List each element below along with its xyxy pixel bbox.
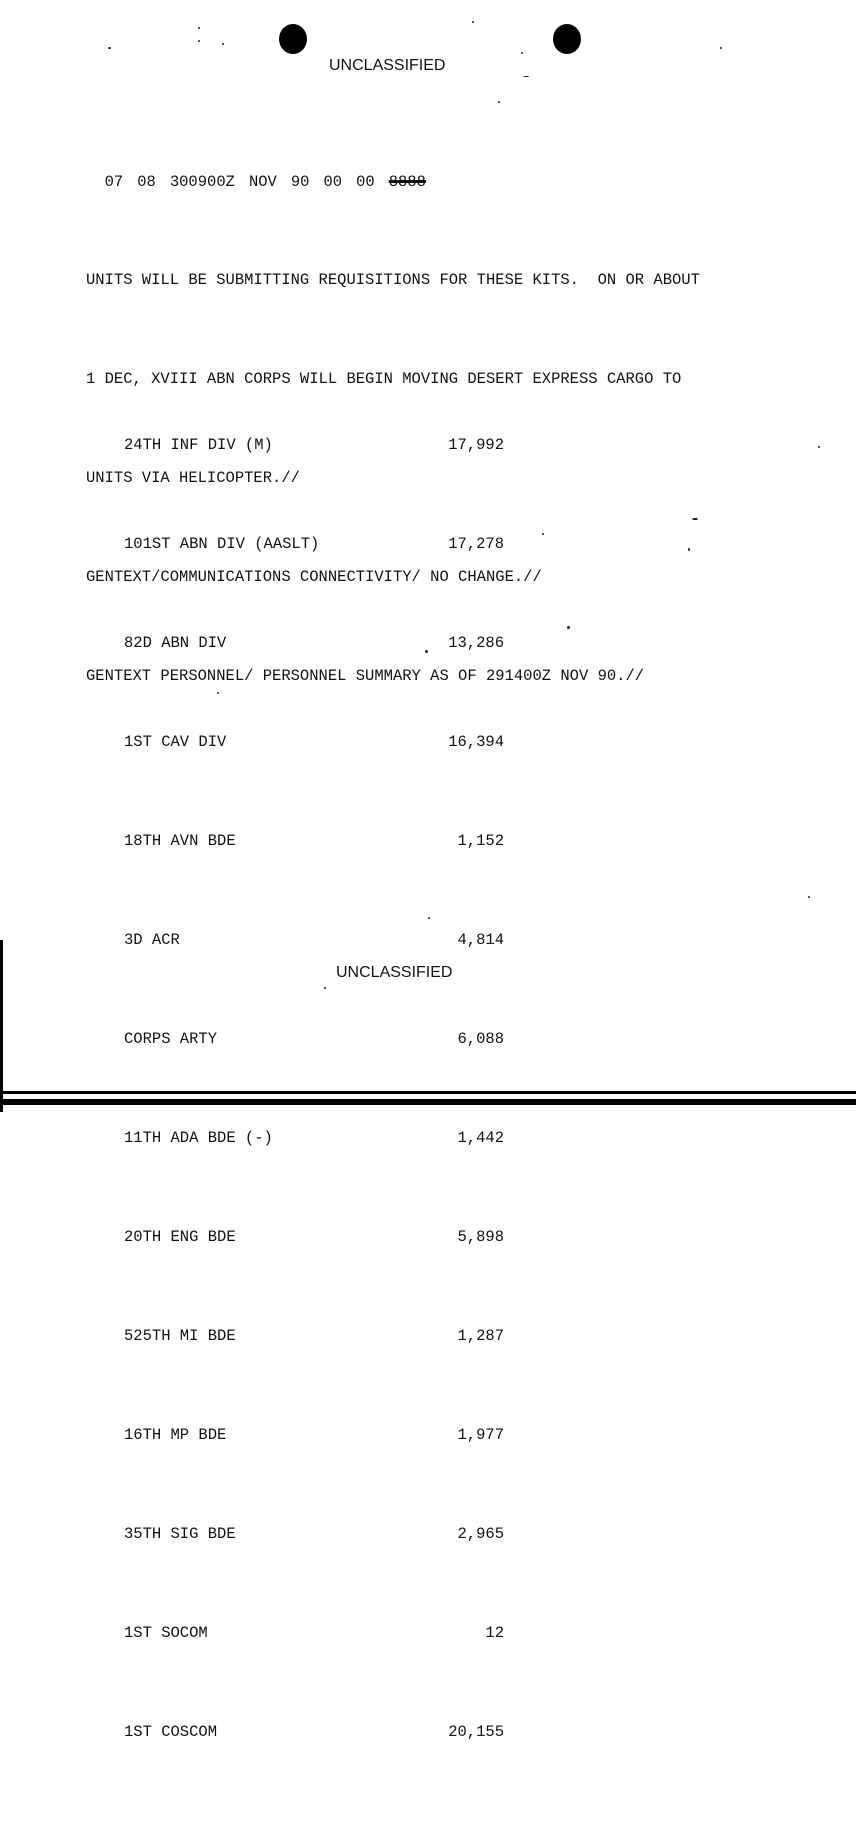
table-row <box>124 1617 514 1650</box>
scan-speck <box>198 40 200 42</box>
scan-speck <box>108 47 111 49</box>
table-row <box>124 1122 514 1155</box>
classification-bottom: UNCLASSIFIED <box>336 964 453 981</box>
body-line: GENTEXT/COMMUNICATIONS CONNECTIVITY/ NO CHANGE.// <box>86 568 542 586</box>
table-row <box>124 726 514 759</box>
scan-speck <box>818 446 820 448</box>
unit-name: 35TH SIG BDE <box>124 1525 236 1543</box>
body-line: UNITS VIA HELICOPTER.// <box>86 469 300 487</box>
unit-count: 6,088 <box>457 1030 504 1048</box>
unit-count: 17,278 <box>448 535 504 553</box>
table-row <box>124 1221 514 1254</box>
unit-name: CORPS ARTY <box>124 1030 218 1048</box>
unit-count: 1,442 <box>457 1129 504 1147</box>
table-row <box>124 429 514 462</box>
scan-speck <box>720 47 722 49</box>
unit-name: 11TH ADA BDE (-) <box>124 1129 273 1147</box>
scan-speck <box>521 52 523 54</box>
scan-speck <box>198 27 200 29</box>
table-row <box>124 1320 514 1353</box>
message-header-line <box>86 133 440 199</box>
table-row <box>124 528 514 561</box>
table-row <box>124 924 514 957</box>
unit-count: 13,286 <box>448 634 504 652</box>
header-field: 07 <box>104 173 124 191</box>
header-field: NOV <box>248 173 277 191</box>
unit-name: 16TH MP BDE <box>124 1426 227 1444</box>
unit-name: 1ST COSCOM <box>124 1723 218 1741</box>
personnel-summary-table <box>124 363 514 1782</box>
scan-speck <box>472 21 474 23</box>
table-row <box>124 1518 514 1551</box>
unit-name: 82D ABN DIV <box>124 634 227 652</box>
unit-name: 3D ACR <box>124 931 180 949</box>
scan-speck <box>222 43 224 45</box>
unit-count: 1,152 <box>457 832 504 850</box>
scan-speck <box>523 76 529 77</box>
struck-header-field: 8888 <box>388 173 426 191</box>
scan-edge-bottom <box>0 1091 856 1094</box>
unit-count: 1,287 <box>457 1327 504 1345</box>
unit-name: 1ST CAV DIV <box>124 733 227 751</box>
classification-top: UNCLASSIFIED <box>329 57 446 74</box>
unit-count: 17,992 <box>448 436 504 454</box>
header-field: 90 <box>290 173 310 191</box>
table-row <box>124 1419 514 1452</box>
unit-name: 18TH AVN BDE <box>124 832 236 850</box>
scan-edge-left <box>0 940 3 1112</box>
unit-name: 1ST SOCOM <box>124 1624 208 1642</box>
unit-count: 4,814 <box>457 931 504 949</box>
unit-count: 12 <box>485 1624 504 1642</box>
header-field: 300900Z <box>169 173 235 191</box>
unit-name: 101ST ABN DIV (AASLT) <box>124 535 320 553</box>
table-row <box>124 1716 514 1749</box>
body-line: 1 DEC, XVIII ABN CORPS WILL BEGIN MOVING DESERT EXPRESS CARGO TO <box>86 370 682 388</box>
table-row <box>124 627 514 660</box>
unit-count: 20,155 <box>448 1723 504 1741</box>
header-field: 08 <box>137 173 156 191</box>
table-row <box>124 1023 514 1056</box>
unit-name: 20TH ENG BDE <box>124 1228 236 1246</box>
table-row <box>124 825 514 858</box>
header-field: 00 <box>356 173 375 191</box>
punch-hole-left <box>279 24 307 54</box>
unit-count: 5,898 <box>457 1228 504 1246</box>
unit-name: 24TH INF DIV (M) <box>124 436 273 454</box>
scan-speck <box>808 896 810 898</box>
body-line: GENTEXT PERSONNEL/ PERSONNEL SUMMARY AS OF 291400Z NOV 90.// <box>86 667 645 685</box>
scan-edge-bottom <box>0 1099 856 1105</box>
unit-count: 16,394 <box>448 733 504 751</box>
scan-speck <box>498 101 500 103</box>
unit-count: 2,965 <box>457 1525 504 1543</box>
unit-count: 1,977 <box>457 1426 504 1444</box>
unit-name: 525TH MI BDE <box>124 1327 236 1345</box>
header-field: 00 <box>323 173 343 191</box>
body-line: UNITS WILL BE SUBMITTING REQUISITIONS FOR THESE KITS. ON OR ABOUT <box>86 271 700 289</box>
punch-hole-right <box>553 24 581 54</box>
